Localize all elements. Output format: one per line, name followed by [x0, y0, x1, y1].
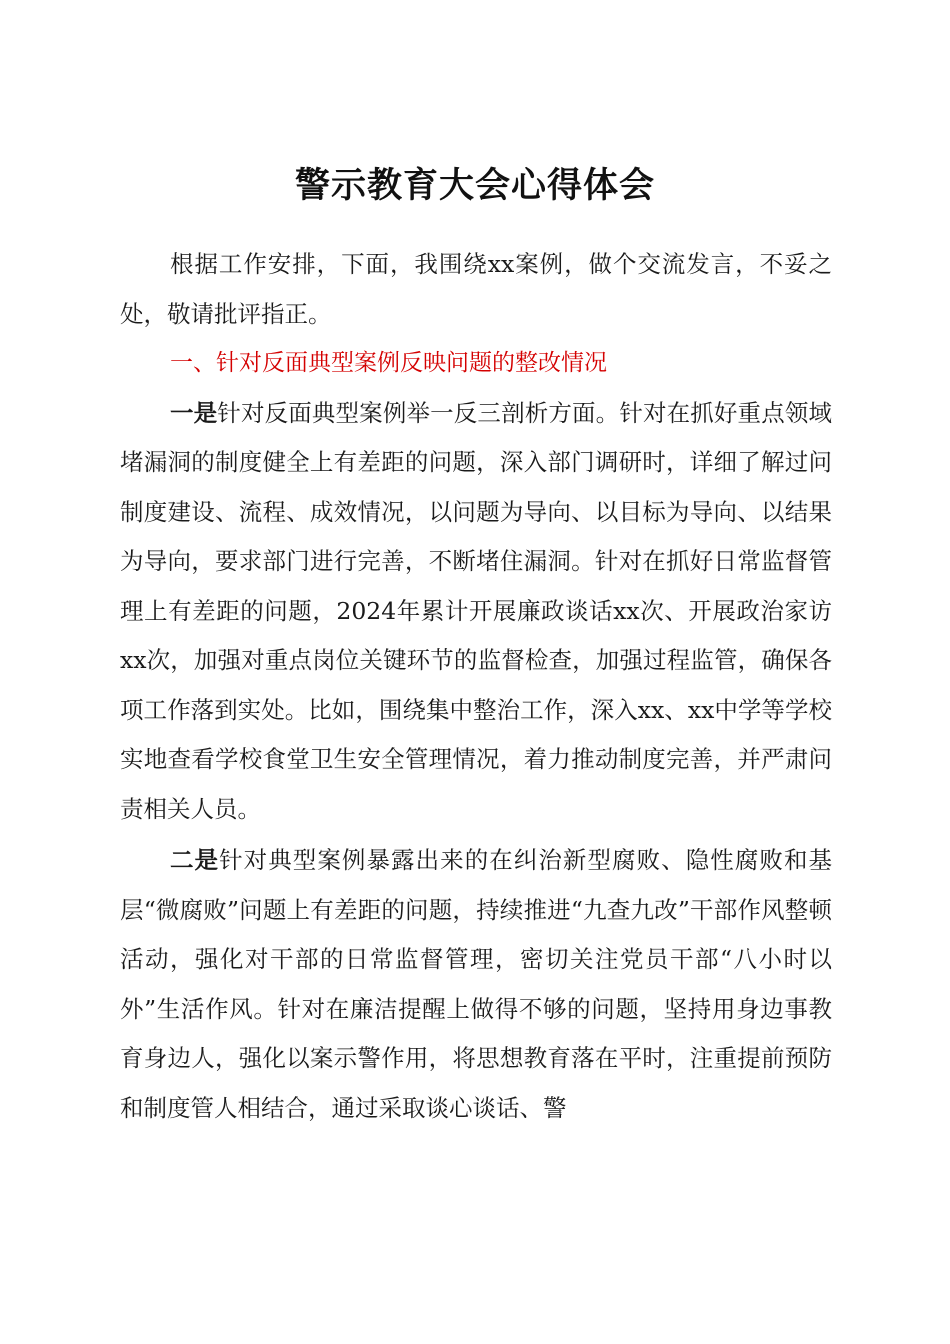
section-heading: 一、针对反面典型案例反映问题的整改情况	[170, 350, 607, 376]
point-one-paragraph	[120, 389, 832, 835]
document-body	[120, 240, 832, 1133]
point-two-text: 针对典型案例暴露出来的在纠治新型腐败、隐性腐败和基层“微腐败”问题上有差距的问题，持续推进“九查九改”干部作风整顿活动，强化对干部的日常监督管理，密切关注党员干部“八小时以外”生活作风。针对在廉洁提醒上做得不够的问题，坚持用身边事教育身边人，强化以案示警作用，将思想教育落在平时，注重提前预防和制度管人相结合，通过采取谈心谈话、警	[120, 846, 833, 1122]
point-one-lead: 一是	[170, 398, 218, 427]
point-one-text: 针对反面典型案例举一反三剖析方面。针对在抓好重点领域堵漏洞的制度健全上有差距的问题，深入部门调研时，详细了解过问制度建设、流程、成效情况，以问题为导向、以目标为导向、以结果为导向，要求部门进行完善，不断堵住漏洞。针对在抓好日常监督管理上有差距的问题，2024年累计开展廉政谈话xx次、开展政治家访xx次，加强对重点岗位关键环节的监督检查，加强过程监管，确保各项工作落到实处。比如，围绕集中整治工作，深入xx、xx中学等学校实地查看学校食堂卫生安全管理情况，着力推动制度完善，并严肃问责相关人员。	[120, 398, 832, 823]
point-two-paragraph	[120, 836, 832, 1133]
intro-paragraph: 根据工作安排，下面，我围绕xx案例，做个交流发言，不妥之处，敬请批评指正。	[120, 250, 832, 328]
point-two-lead: 二是	[170, 846, 220, 874]
document-title: 警示教育大会心得体会	[294, 165, 655, 206]
